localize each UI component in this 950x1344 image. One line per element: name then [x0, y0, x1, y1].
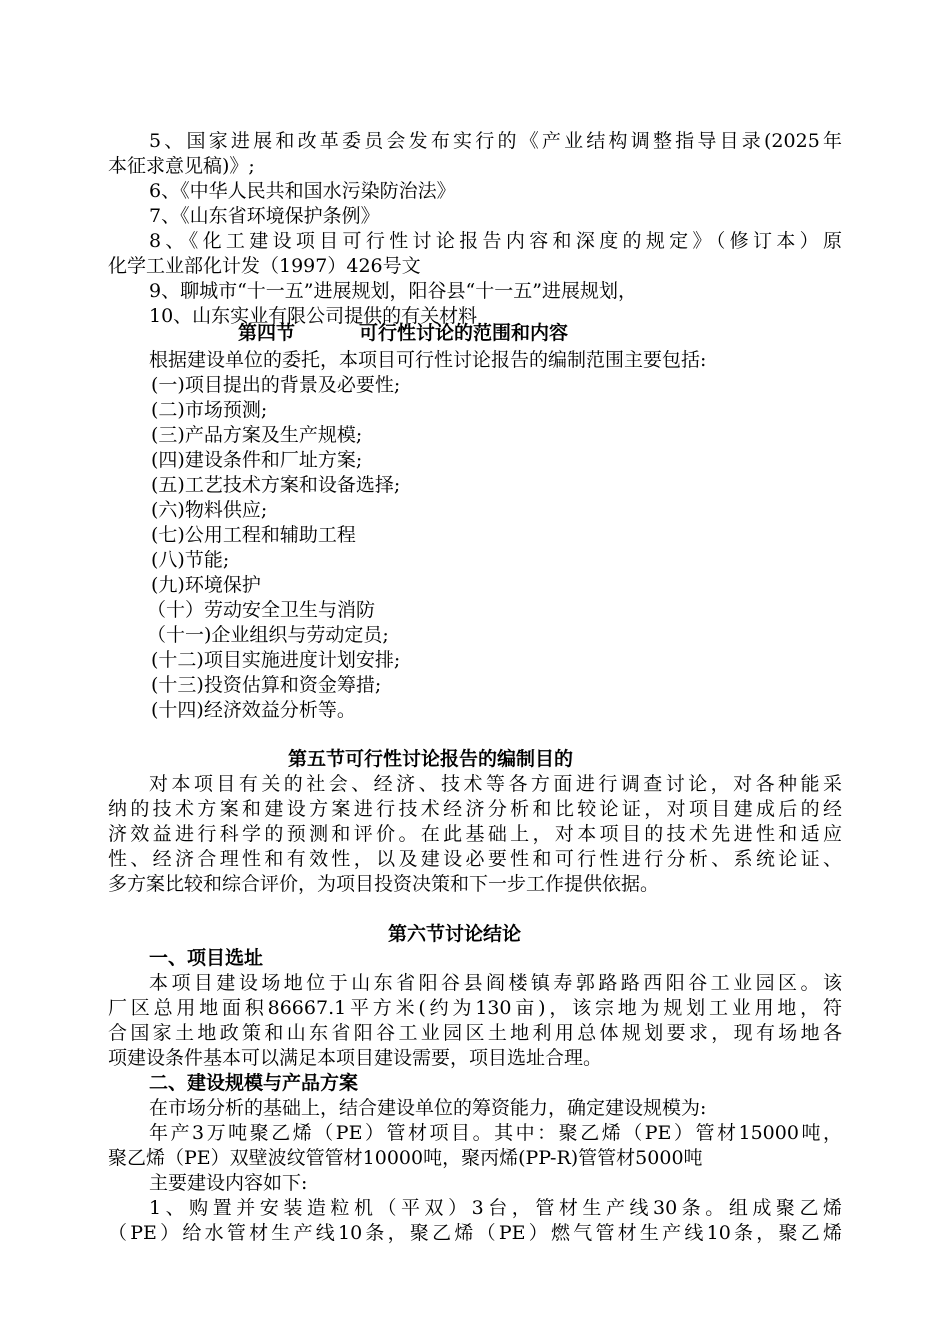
contents-intro: 主要建设内容如下: [149, 1172, 308, 1194]
scope-item: (十二)项目实施进度计划安排; [151, 649, 401, 671]
site-line: 项建设条件基本可以满足本项目建设需要，项目选址合理。 [108, 1047, 603, 1069]
ref-item-5-line2: 本征求意见稿)》; [108, 155, 255, 177]
ref-item-6: 6、《中华人民共和国水污染防治法》 [149, 180, 456, 202]
contents-line: （PE）给水管材生产线10条，聚乙烯（PE）燃气管材生产线10条，聚乙烯 [108, 1222, 842, 1244]
section-4-number: 第四节 [238, 322, 296, 344]
section-4-heading [238, 320, 568, 346]
scope-item: (一)项目提出的背景及必要性; [151, 374, 401, 396]
ref-item-5-line1: 5、国家进展和改革委员会发布实行的《产业结构调整指导目录(2025年 [149, 130, 842, 152]
ref-item-8-line1: 8、《化工建设项目可行性讨论报告内容和深度的规定》（修订本）原 [149, 230, 842, 252]
section-6-title: 讨论结论 [445, 923, 522, 945]
purpose-line: 济效益进行科学的预测和评价。在此基础上，对本项目的技术先进性和适应 [108, 823, 842, 845]
scope-item: (七)公用工程和辅助工程 [151, 524, 356, 546]
scope-item: (六)物料供应; [151, 499, 268, 521]
site-line: 本项目建设场地位于山东省阳谷县阎楼镇寿郭路路西阳谷工业园区。该 [149, 972, 842, 994]
section-5-number: 第五节 [288, 748, 346, 770]
scale-line: 聚乙烯（PE）双壁波纹管管材10000吨，聚丙烯(PP-R)管管材5000吨 [108, 1147, 703, 1169]
scope-item: （十）劳动安全卫生与消防 [147, 599, 376, 621]
scope-item: (十三)投资估算和资金筹措; [151, 674, 382, 696]
scale-line: 年产3万吨聚乙烯（PE）管材项目。其中：聚乙烯（PE）管材15000吨， [149, 1122, 842, 1144]
purpose-line: 对本项目有关的社会、经济、技术等各方面进行调查讨论，对各种能采 [149, 773, 842, 795]
scope-item: (五)工艺技术方案和设备选择; [151, 474, 401, 496]
subheading-scale: 二、建设规模与产品方案 [149, 1072, 359, 1094]
scope-item: （十一)企业组织与劳动定员; [147, 624, 389, 646]
scope-item: (三)产品方案及生产规模; [151, 424, 363, 446]
scope-item: (八)节能; [151, 549, 230, 571]
scope-item: (二)市场预测; [151, 399, 268, 421]
ref-item-10: 10、山东实业有限公司提供的有关材料 [149, 305, 478, 327]
scope-item: (九)环境保护 [151, 574, 261, 596]
site-line: 厂区总用地面积86667.1平方米(约为130亩)，该宗地为规划工业用地，符 [108, 997, 842, 1019]
section-4-title: 可行性讨论的范围和内容 [359, 322, 569, 344]
section-6-number: 第六节 [388, 923, 446, 945]
ref-item-9: 9、聊城市“十一五”进展规划，阳谷县“十一五”进展规划， [149, 280, 637, 302]
section-6-heading [388, 921, 521, 947]
section-5-title: 可行性讨论报告的编制目的 [345, 748, 574, 770]
section-5-heading [288, 746, 573, 772]
purpose-line: 多方案比较和综合评价，为项目投资决策和下一步工作提供依据。 [108, 873, 660, 895]
purpose-line: 纳的技术方案和建设方案进行技术经济分析和比较论证，对项目建成后的经 [108, 798, 842, 820]
ref-item-7: 7、《山东省环境保护条例》 [149, 205, 380, 227]
subheading-site: 一、项目选址 [149, 947, 264, 969]
contents-line: 1、购置并安装造粒机（平双）3台，管材生产线30条。组成聚乙烯 [149, 1197, 842, 1219]
ref-item-8-line2: 化学工业部化计发（1997）426号文 [108, 255, 421, 277]
scope-item: (十四)经济效益分析等。 [151, 699, 356, 721]
scope-item: (四)建设条件和厂址方案; [151, 449, 363, 471]
site-line: 合国家土地政策和山东省阳谷工业园区土地利用总体规划要求，现有场地各 [108, 1022, 842, 1044]
scale-intro: 在市场分析的基础上，结合建设单位的筹资能力，确定建设规模为: [149, 1097, 707, 1119]
purpose-line: 性、经济合理性和有效性，以及建设必要性和可行性进行分析、系统论证、 [108, 848, 842, 870]
section-4-intro: 根据建设单位的委托，本项目可行性讨论报告的编制范围主要包括: [149, 349, 707, 371]
